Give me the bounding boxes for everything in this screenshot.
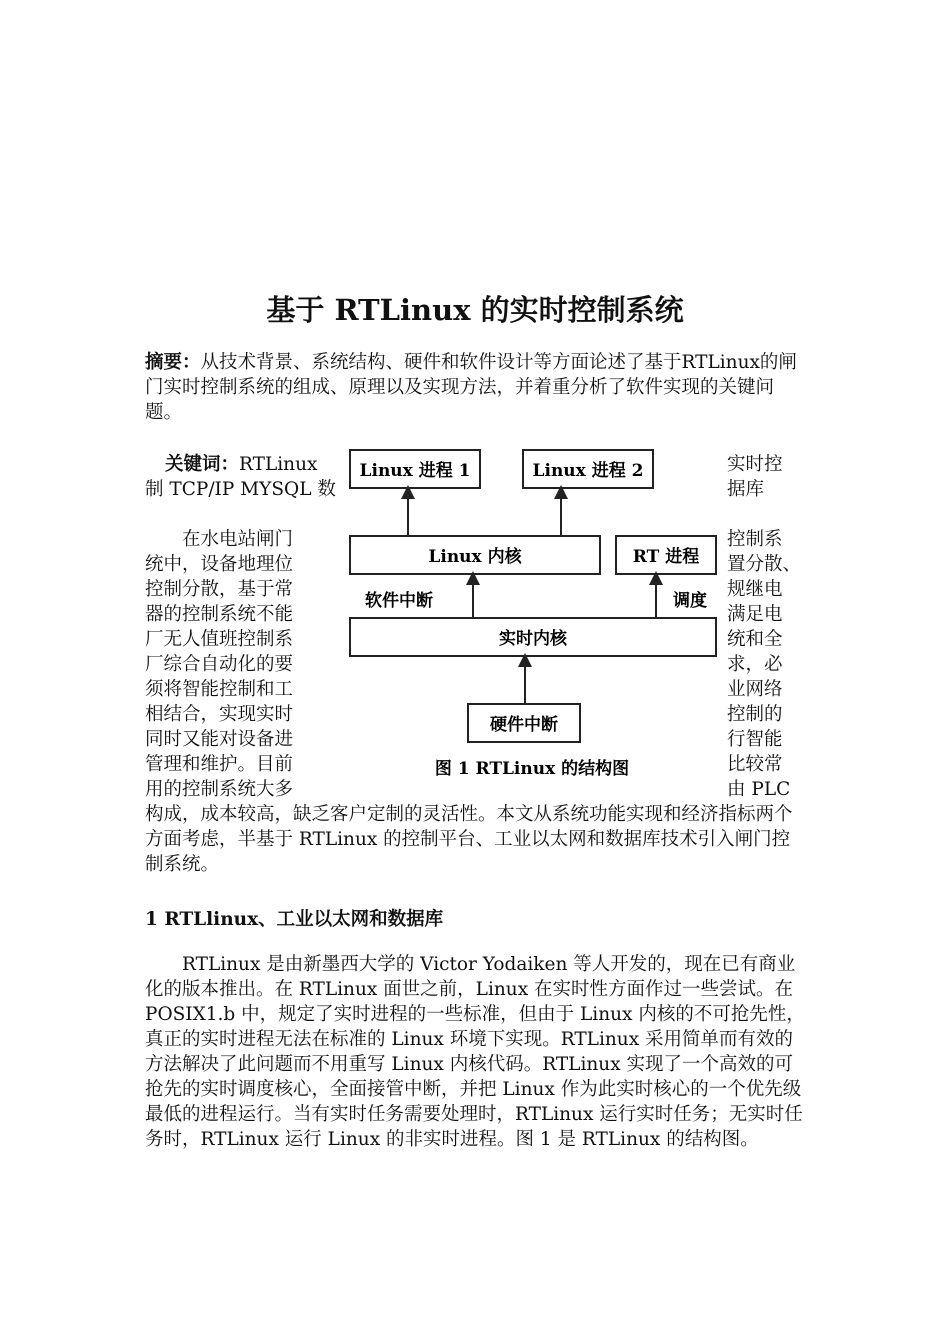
keywords-line: [145, 452, 317, 477]
section-body: RTLinux 是由新墨西大学的 Victor Yodaiken 等人开发的，现在已有商业化的版本推出。在 RTLinux 面世之前，Linux 在实时性方面作过一些尝试。在 POSIX1.b 中，规定了实时进程的一些标准，但由于 Linux 内核的不可抢先性，真正的实时进程无法在标准的 Linux 环境下实现。RTLinux 采用简单而有效的方法解决了此问题而不用重写 Linux 内核代码。RTLinux 实现了一个高效的可抢先的实时调度核心，全面接管中断，并把 Linux 作为此实时核心的一个优先级最低的进程运行。当有实时任务需要处理时，RTLinux 运行实时任务；无实时任务时，RTLinux 运行 Linux 的非实时进程。图 1 是 RTLinux 的结构图。: [145, 954, 805, 1150]
label-schedule: 调度: [673, 591, 707, 611]
wrap-left-line: 控制分散，基于常: [145, 579, 294, 600]
box-process1-label: Linux 进程 1: [359, 461, 471, 481]
keywords-text: RTLinux: [239, 454, 318, 475]
wrap-right-line: 置分散、: [727, 554, 802, 575]
wrap-left-line: 相结合，实现实时: [145, 704, 294, 725]
label-soft-irq: 软件中断: [365, 591, 433, 611]
wrap-right-line: 由 PLC: [727, 779, 791, 800]
box-hw-irq-label: 硬件中断: [490, 715, 558, 735]
figure-caption: 图 1 RTLinux 的结构图: [434, 759, 630, 779]
abstract-text: 从技术背景、系统结构、硬件和软件设计等方面论述了基于RTLinux的闸门实时控制系统的组成、原理以及实现方法，并着重分析了软件实现的关键问题。: [145, 352, 797, 423]
wrap-right-line: 满足电: [727, 604, 783, 625]
wrap-left-line: 管理和维护。目前: [145, 754, 294, 775]
wrap-left-line: 制 TCP/IP MYSQL 数: [145, 479, 336, 500]
wrap-left-line: 厂无人值班控制系: [145, 629, 294, 650]
wrap-left-line: 须将智能控制和工: [145, 679, 294, 700]
wrap-right-line: 实时控: [727, 454, 783, 475]
box-process2-label: Linux 进程 2: [532, 461, 644, 481]
wrap-left-line: 用的控制系统大多: [145, 779, 294, 800]
wrap-left-line: 器的控制系统不能: [145, 604, 294, 625]
wrap-right-line: 业网络: [727, 679, 783, 700]
box-rt-process-label: RT 进程: [632, 547, 700, 567]
rtlinux-architecture-figure: [340, 440, 724, 782]
section-heading: 1 RTLlinux、工业以太网和数据库: [145, 909, 444, 930]
wrap-right-line: 控制系: [727, 529, 783, 550]
wrap-right-line: 控制的: [727, 704, 783, 725]
wrap-left-line: 统中，设备地理位: [145, 554, 294, 575]
wrap-right-line: 据库: [727, 479, 765, 500]
box-linux-kernel-label: Linux 内核: [428, 547, 522, 567]
wrap-right-line: 行智能: [727, 729, 783, 750]
keywords-label: 关键词：: [165, 454, 240, 475]
wrap-right-line: 求，必: [727, 654, 783, 675]
wrap-left-line: 在水电站闸门: [145, 529, 294, 550]
wrap-right-line: 规继电: [727, 579, 783, 600]
wrap-right-line: 比较常: [727, 754, 783, 775]
abstract-label: 摘要：: [145, 352, 201, 373]
wrap-left-line: 厂综合自动化的要: [145, 654, 294, 675]
paper-title: 基于 RTLinux 的实时控制系统: [266, 293, 684, 327]
abstract: [145, 350, 805, 425]
intro-tail: 构成，成本较高，缺乏客户定制的灵活性。本文从系统功能实现和经济指标两个方面考虑，半基于 RTLinux 的控制平台、工业以太网和数据库技术引入闸门控制系统。: [145, 804, 793, 875]
wrap-left-line: 同时又能对设备进: [145, 729, 294, 750]
box-rt-kernel-label: 实时内核: [499, 629, 567, 649]
wrap-right-line: 统和全: [727, 629, 783, 650]
